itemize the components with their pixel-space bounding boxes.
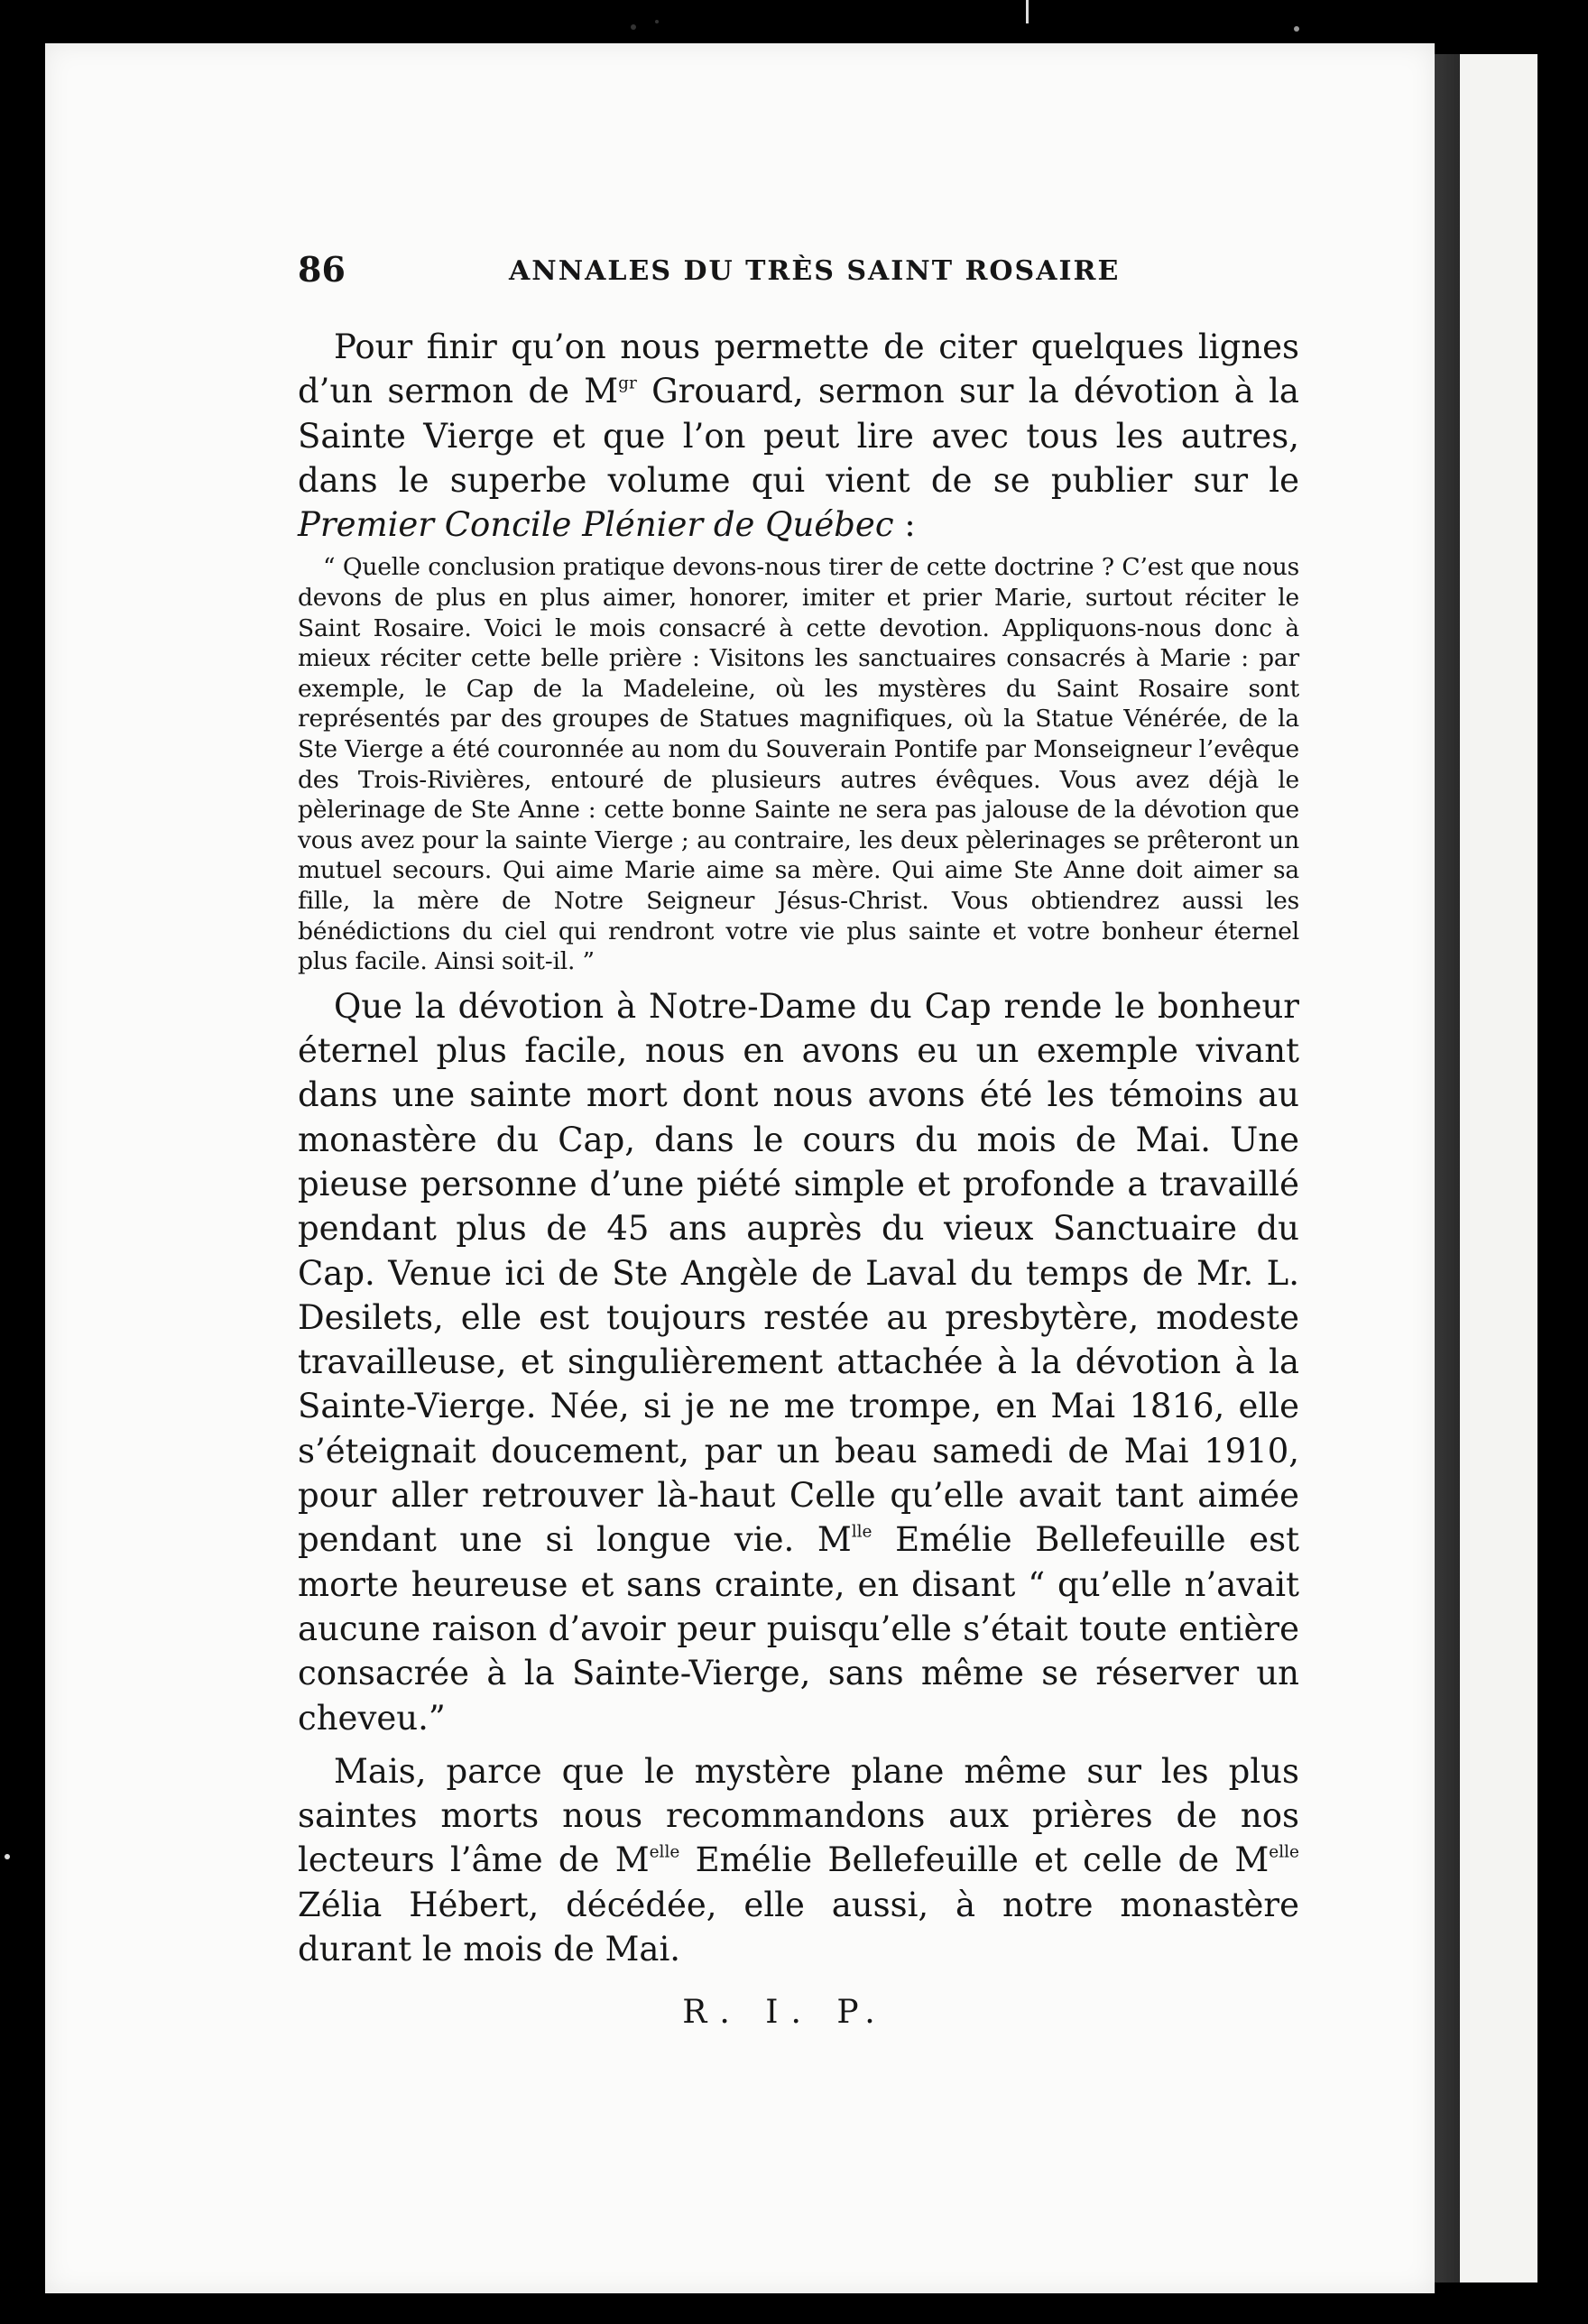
page-number: 86 xyxy=(298,249,346,290)
paragraph-testimony-text-1: Que la dévotion à Notre-Dame du Cap rende le bonheur éternel plus facile, nous en avons eu un exemple vivant dans une sainte mort dont nous avons été les témoins au monastère du Cap, dans le cours du mois de Mai. Une pieuse personne d’une piété simple et profonde a travaillé pendant plus de 45 ans auprès du vieux Sanctuaire du Cap. Venue ici de Ste Angèle de Laval du temps de Mr. L. Desilets, elle est toujours restée au presbytère, modeste travailleuse, et singulièrement attachée à la dévotion à la Sainte-Vierge. Née, si je ne me trompe, en Mai 1816, elle s’éteignait doucement, par un beau samedi de Mai 1910, pour aller retrouver là-haut Celle qu’elle avait tant aimée pendant une si longue vie. M xyxy=(298,986,1299,1560)
paragraph-prayer-text-3: Zélia Hébert, décédée, elle aussi, à notre monastère durant le mois de Mai. xyxy=(298,1885,1299,1969)
adjacent-page-sliver xyxy=(1460,54,1537,2282)
page-header xyxy=(298,249,1308,290)
book-title: Premier Concile Plénier de Québec xyxy=(298,505,894,545)
superscript-abbrev: lle xyxy=(851,1522,872,1542)
superscript-abbrev: elle xyxy=(1269,1842,1299,1862)
paragraph-testimony-text-2: Emélie Bellefeuille est morte heureuse et sans crainte, en disant “ qu’elle n’avait aucune raison d’avoir peur puisqu’elle s’était toute entière consacrée à la Sainte-Vierge, sans même se réserver un cheveu.” xyxy=(298,1520,1299,1738)
superscript-abbrev: gr xyxy=(618,374,637,393)
running-title: ANNALES DU TRÈS SAINT ROSAIRE xyxy=(509,255,1121,287)
paragraph-testimony xyxy=(298,984,1299,1740)
paragraph-intro-text-2: Grouard, sermon sur la dévotion à la Sainte Vierge et que l’on peut lire avec tous les autres, dans le superbe volume qui vient de se publier sur le xyxy=(298,372,1299,500)
paragraph-intro-text-1: Pour finir qu’on nous permette de citer quelques lignes d’un sermon de M xyxy=(298,327,1299,411)
paragraph-prayer-request xyxy=(298,1749,1299,1971)
paragraph-prayer-text-1: Mais, parce que le mystère plane même sur les plus saintes morts nous recommandons aux prières de nos lecteurs l’âme de M xyxy=(298,1751,1299,1880)
paragraph-intro xyxy=(298,325,1299,547)
superscript-abbrev: elle xyxy=(649,1842,680,1862)
paragraph-prayer-text-2: Emélie Bellefeuille et celle de M xyxy=(679,1840,1269,1880)
paragraph-intro-text-3: : xyxy=(893,505,916,545)
closing-rip: R. I. P. xyxy=(682,1994,888,2032)
sermon-quotation: “ Quelle conclusion pratique devons-nous tirer de cette doctrine ? C’est que nous devons de plus en plus aimer, honorer, imiter et prier Marie, surtout réciter le Saint Rosaire. Voici le mois consacré à cette devotion. Appliquons-nous donc à mieux réciter cette belle prière : Visitons les sanctuaires consacrés à Marie : par exemple, le Cap de la Madeleine, où les mystères du Saint Rosaire sont représentés par des groupes de Statues magnifiques, où la Statue Vénérée, de la Ste Vierge a été couronnée au nom du Souverain Pontife par Monseigneur l’evêque des Trois-Rivières, entouré de plusieurs autres évêques. Vous avez déjà le pèlerinage de Ste Anne : cette bonne Sainte ne sera pas jalouse de la dévotion que vous avez pour la sainte Vierge ; au contraire, les deux pèlerinages se prêteront un mutuel secours. Qui aime Marie aime sa mère. Qui aime Ste Anne doit aimer sa fille, la mère de Notre Seigneur Jésus-Christ. Vous obtiendrez aussi les bénédictions du ciel qui rendront votre vie plus sainte et votre bonheur éternel plus facile. Ainsi soit-il. ” xyxy=(298,553,1299,976)
page-body xyxy=(298,325,1299,2034)
